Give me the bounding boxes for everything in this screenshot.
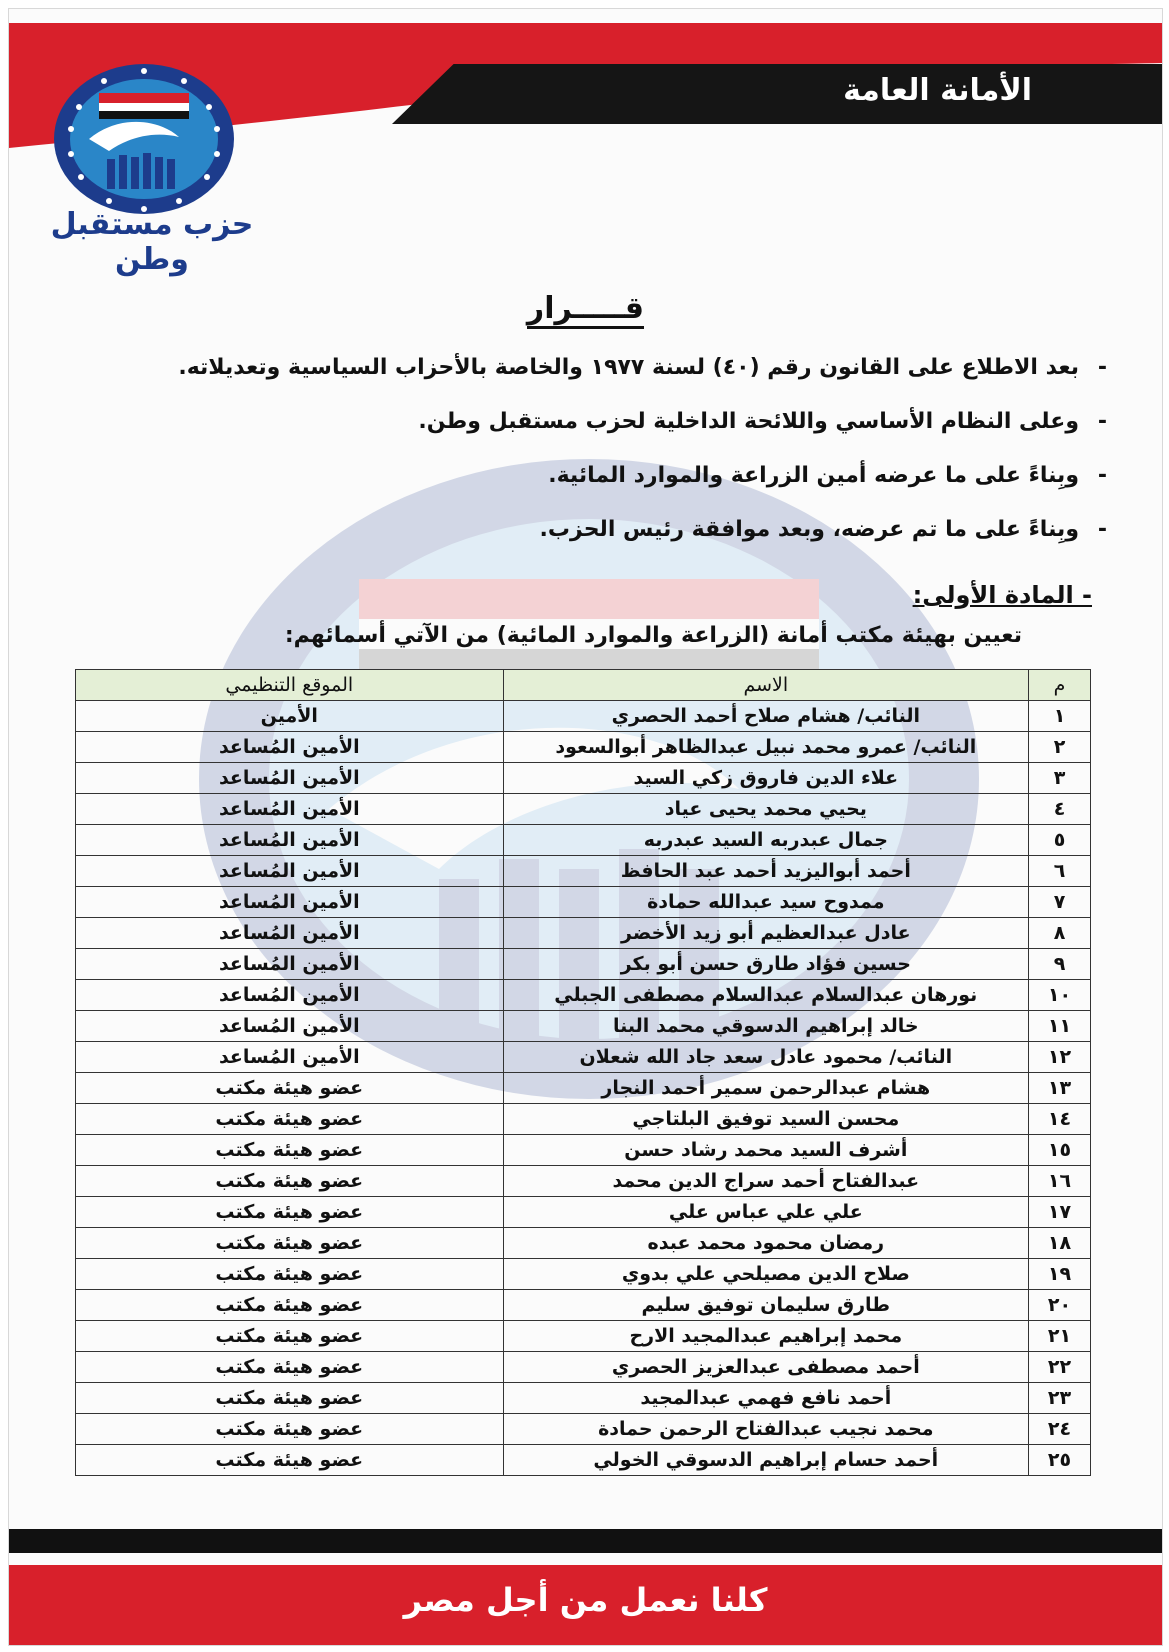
table-row bbox=[76, 949, 1091, 980]
clause-4 bbox=[107, 513, 1107, 567]
cell-role: عضو هيئة مكتب bbox=[76, 1259, 504, 1290]
cell-role: الأمين المُساعد bbox=[76, 763, 504, 794]
cell-num: ٢٢ bbox=[1029, 1352, 1091, 1383]
table-row bbox=[76, 1259, 1091, 1290]
table-row bbox=[76, 980, 1091, 1011]
cell-num: ٣ bbox=[1029, 763, 1091, 794]
cell-name: محمد نجيب عبدالفتاح الرحمن حمادة bbox=[503, 1414, 1028, 1445]
cell-num: ١٩ bbox=[1029, 1259, 1091, 1290]
cell-role: عضو هيئة مكتب bbox=[76, 1290, 504, 1321]
cell-num: ٩ bbox=[1029, 949, 1091, 980]
members-table bbox=[75, 669, 1091, 1476]
cell-name: خالد إبراهيم الدسوقي محمد البنا bbox=[503, 1011, 1028, 1042]
clause-2 bbox=[107, 405, 1107, 459]
header-black-band bbox=[392, 64, 1162, 124]
cell-role: عضو هيئة مكتب bbox=[76, 1445, 504, 1476]
column-header-name: الاسم bbox=[503, 670, 1028, 701]
table-row bbox=[76, 732, 1091, 763]
table-row bbox=[76, 1042, 1091, 1073]
cell-name: أشرف السيد محمد رشاد حسن bbox=[503, 1135, 1028, 1166]
cell-role: عضو هيئة مكتب bbox=[76, 1197, 504, 1228]
cell-num: ٢٣ bbox=[1029, 1383, 1091, 1414]
cell-role: الأمين المُساعد bbox=[76, 732, 504, 763]
cell-name: نورهان عبدالسلام عبدالسلام مصطفى الجبلي bbox=[503, 980, 1028, 1011]
table-row bbox=[76, 1011, 1091, 1042]
table-row bbox=[76, 887, 1091, 918]
cell-num: ١ bbox=[1029, 701, 1091, 732]
clause-text: وعلى النظام الأساسي واللائحة الداخلية لحزب مستقبل وطن. bbox=[418, 409, 1079, 434]
cell-role: عضو هيئة مكتب bbox=[76, 1352, 504, 1383]
cell-name: أحمد نافع فهمي عبدالمجيد bbox=[503, 1383, 1028, 1414]
cell-name: علاء الدين فاروق زكي السيد bbox=[503, 763, 1028, 794]
column-header-num: م bbox=[1029, 670, 1091, 701]
table-row bbox=[76, 1445, 1091, 1476]
clause-text: بعد الاطلاع على القانون رقم (٤٠) لسنة ١٩٧٧ والخاصة بالأحزاب السياسية وتعديلاته. bbox=[178, 355, 1079, 380]
cell-num: ٥ bbox=[1029, 825, 1091, 856]
cell-name: علي علي عباس علي bbox=[503, 1197, 1028, 1228]
cell-role: عضو هيئة مكتب bbox=[76, 1383, 504, 1414]
cell-name: النائب/ عمرو محمد نبيل عبدالظاهر أبوالسعود bbox=[503, 732, 1028, 763]
cell-name: أحمد حسام إبراهيم الدسوقي الخولي bbox=[503, 1445, 1028, 1476]
table-row bbox=[76, 1135, 1091, 1166]
table-row bbox=[76, 856, 1091, 887]
cell-num: ١٣ bbox=[1029, 1073, 1091, 1104]
cell-role: عضو هيئة مكتب bbox=[76, 1104, 504, 1135]
clause-3 bbox=[107, 459, 1107, 513]
cell-name: رمضان محمود محمد عبده bbox=[503, 1228, 1028, 1259]
table-row bbox=[76, 825, 1091, 856]
cell-name: محسن السيد توفيق البلتاجي bbox=[503, 1104, 1028, 1135]
table-row bbox=[76, 1290, 1091, 1321]
cell-num: ٦ bbox=[1029, 856, 1091, 887]
cell-name: النائب/ هشام صلاح أحمد الحصري bbox=[503, 701, 1028, 732]
table-row bbox=[76, 1321, 1091, 1352]
appointment-text: تعيين بهيئة مكتب أمانة (الزراعة والموارد المائية) من الآتي أسمائهم: bbox=[284, 623, 1022, 648]
cell-num: ١٠ bbox=[1029, 980, 1091, 1011]
cell-num: ١١ bbox=[1029, 1011, 1091, 1042]
party-logo bbox=[49, 59, 239, 219]
cell-role: عضو هيئة مكتب bbox=[76, 1135, 504, 1166]
cell-num: ٨ bbox=[1029, 918, 1091, 949]
cell-num: ١٨ bbox=[1029, 1228, 1091, 1259]
document-page bbox=[8, 8, 1163, 1646]
cell-role: الأمين المُساعد bbox=[76, 980, 504, 1011]
column-header-role: الموقع التنظيمي bbox=[76, 670, 504, 701]
cell-num: ١٥ bbox=[1029, 1135, 1091, 1166]
table-row bbox=[76, 1166, 1091, 1197]
cell-name: هشام عبدالرحمن سمير أحمد النجار bbox=[503, 1073, 1028, 1104]
decision-title-text: قـــــرار bbox=[527, 291, 644, 329]
cell-name: صلاح الدين مصيلحي علي بدوي bbox=[503, 1259, 1028, 1290]
cell-name: يحيي محمد يحيى عياد bbox=[503, 794, 1028, 825]
cell-num: ٢٠ bbox=[1029, 1290, 1091, 1321]
table-row bbox=[76, 1352, 1091, 1383]
cell-role: الأمين المُساعد bbox=[76, 856, 504, 887]
table-row bbox=[76, 918, 1091, 949]
table-row bbox=[76, 1383, 1091, 1414]
table-row bbox=[76, 763, 1091, 794]
cell-name: ممدوح سيد عبدالله حمادة bbox=[503, 887, 1028, 918]
clause-marker: - bbox=[1097, 517, 1107, 542]
cell-name: عبدالفتاح أحمد سراج الدين محمد bbox=[503, 1166, 1028, 1197]
table-row bbox=[76, 1197, 1091, 1228]
clause-marker: - bbox=[1097, 409, 1107, 434]
cell-num: ٢ bbox=[1029, 732, 1091, 763]
cell-role: عضو هيئة مكتب bbox=[76, 1228, 504, 1259]
clause-marker: - bbox=[1097, 355, 1107, 380]
table-row bbox=[76, 701, 1091, 732]
clause-text: وبِناءً على ما عرضه أمين الزراعة والموارد المائية. bbox=[548, 463, 1079, 488]
cell-name: جمال عبدربه السيد عبدربه bbox=[503, 825, 1028, 856]
article-heading: - المادة الأولى: bbox=[912, 581, 1092, 609]
cell-role: الأمين المُساعد bbox=[76, 918, 504, 949]
section-title: الأمانة العامة bbox=[843, 73, 1032, 108]
table-row bbox=[76, 1104, 1091, 1135]
cell-role: عضو هيئة مكتب bbox=[76, 1321, 504, 1352]
cell-role: عضو هيئة مكتب bbox=[76, 1414, 504, 1445]
cell-role: الأمين المُساعد bbox=[76, 887, 504, 918]
cell-name: محمد إبراهيم عبدالمجيد الارح bbox=[503, 1321, 1028, 1352]
table-row bbox=[76, 1228, 1091, 1259]
table-header-row bbox=[76, 670, 1091, 701]
cell-num: ٧ bbox=[1029, 887, 1091, 918]
clause-marker: - bbox=[1097, 463, 1107, 488]
decision-title bbox=[9, 291, 1162, 329]
cell-num: ١٧ bbox=[1029, 1197, 1091, 1228]
clause-text: وبِناءً على ما تم عرضه، وبعد موافقة رئيس الحزب. bbox=[539, 517, 1079, 542]
cell-name: حسين فؤاد طارق حسن أبو بكر bbox=[503, 949, 1028, 980]
cell-num: ٢٤ bbox=[1029, 1414, 1091, 1445]
cell-role: الأمين bbox=[76, 701, 504, 732]
cell-role: الأمين المُساعد bbox=[76, 1011, 504, 1042]
cell-name: أحمد مصطفى عبدالعزيز الحصري bbox=[503, 1352, 1028, 1383]
cell-num: ٢١ bbox=[1029, 1321, 1091, 1352]
cell-role: عضو هيئة مكتب bbox=[76, 1073, 504, 1104]
clause-1 bbox=[107, 351, 1107, 405]
footer-black-band bbox=[9, 1529, 1162, 1553]
cell-num: ١٦ bbox=[1029, 1166, 1091, 1197]
cell-num: ٢٥ bbox=[1029, 1445, 1091, 1476]
cell-role: الأمين المُساعد bbox=[76, 949, 504, 980]
cell-name: عادل عبدالعظيم أبو زيد الأخضر bbox=[503, 918, 1028, 949]
party-name-logo-text: حزب مستقبل وطن bbox=[50, 207, 254, 277]
cell-role: الأمين المُساعد bbox=[76, 1042, 504, 1073]
cell-name: طارق سليمان توفيق سليم bbox=[503, 1290, 1028, 1321]
cell-name: أحمد أبواليزيد أحمد عبد الحافظ bbox=[503, 856, 1028, 887]
table-row bbox=[76, 1073, 1091, 1104]
preamble-clauses bbox=[107, 351, 1107, 567]
cell-num: ١٢ bbox=[1029, 1042, 1091, 1073]
footer-slogan: كلنا نعمل من أجل مصر bbox=[403, 1581, 768, 1619]
cell-role: عضو هيئة مكتب bbox=[76, 1166, 504, 1197]
cell-name: النائب/ محمود عادل سعد جاد الله شعلان bbox=[503, 1042, 1028, 1073]
cell-role: الأمين المُساعد bbox=[76, 794, 504, 825]
cell-role: الأمين المُساعد bbox=[76, 825, 504, 856]
cell-num: ٤ bbox=[1029, 794, 1091, 825]
table-row bbox=[76, 794, 1091, 825]
table-row bbox=[76, 1414, 1091, 1445]
cell-num: ١٤ bbox=[1029, 1104, 1091, 1135]
